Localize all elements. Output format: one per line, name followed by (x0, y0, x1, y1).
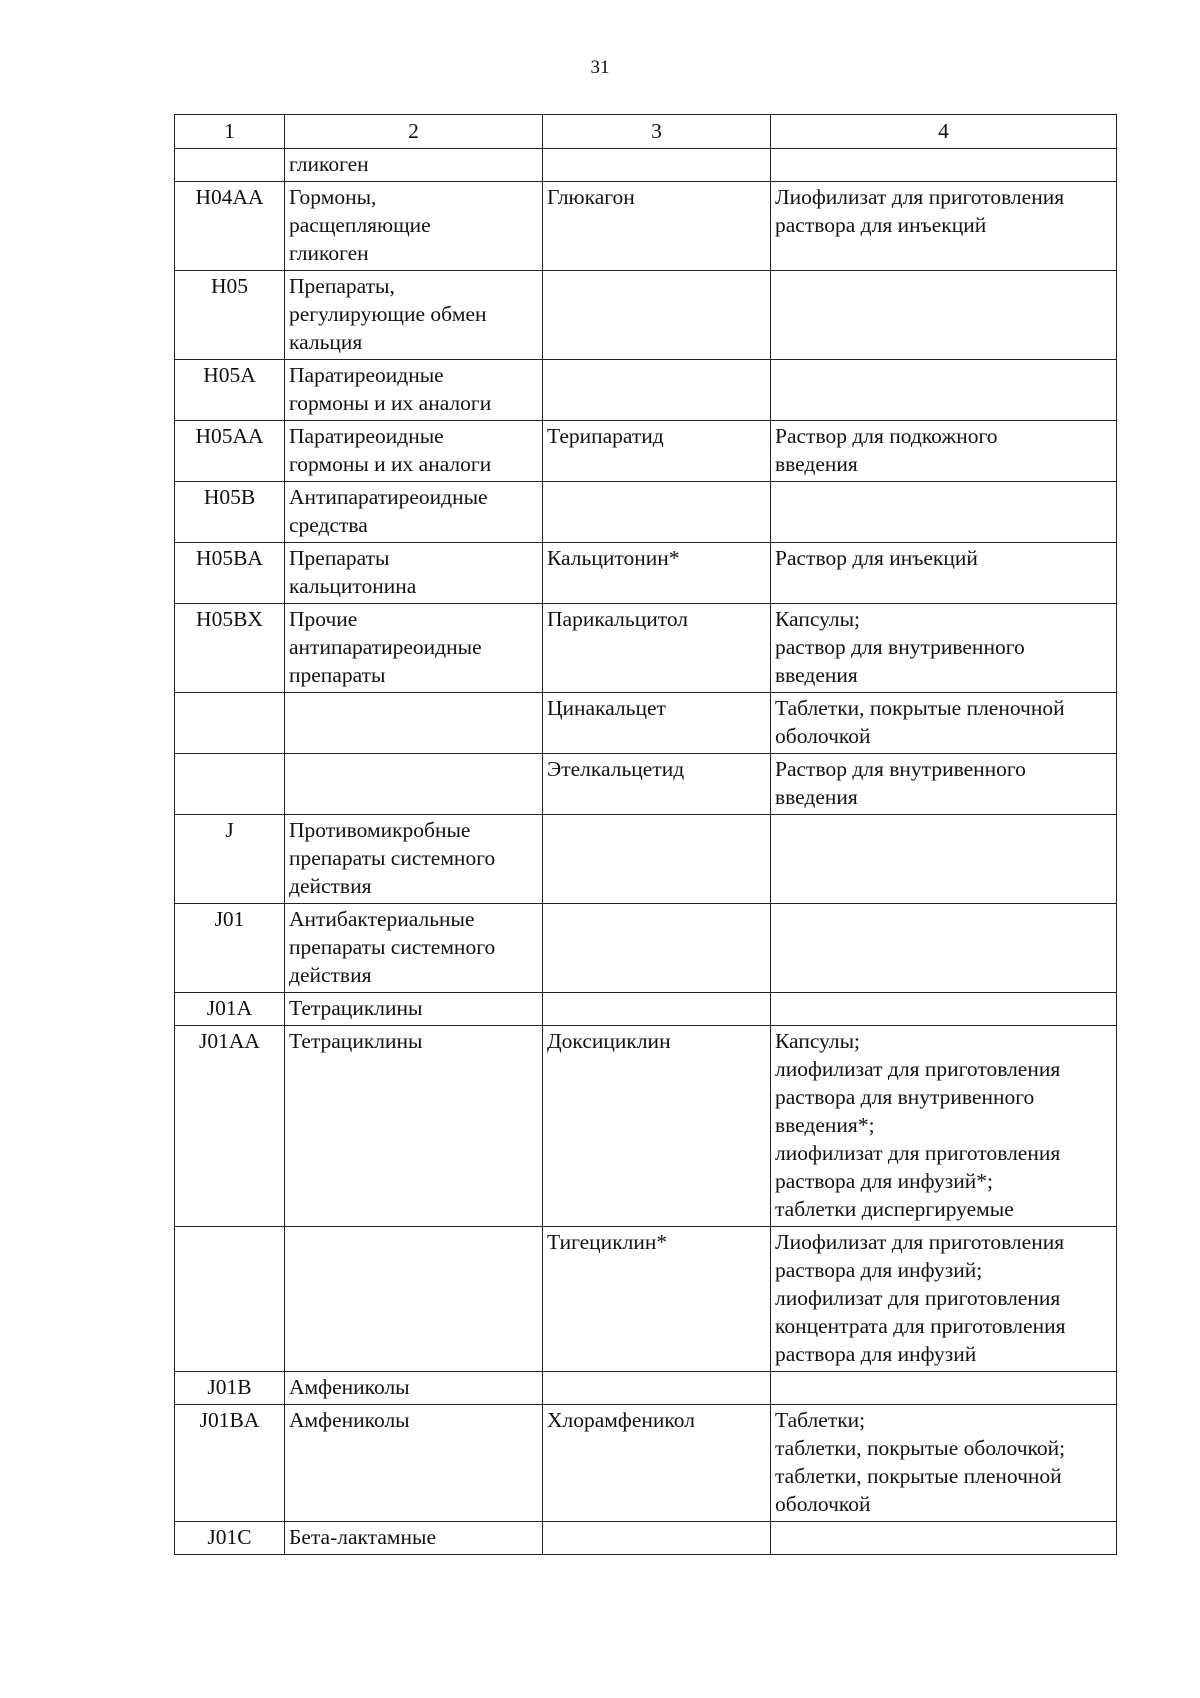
table-row (175, 543, 1117, 604)
drug-name-cell (543, 754, 771, 815)
dosage-form-line: оболочкой (775, 724, 871, 748)
group-name-line: Препараты, (289, 274, 395, 298)
table-row (175, 182, 1117, 271)
drug-name-cell (543, 1227, 771, 1372)
atc-code-cell: J01AA (175, 1026, 285, 1227)
drug-name-line: Глюкагон (547, 185, 635, 209)
group-name-cell (285, 482, 543, 543)
table-row (175, 149, 1117, 182)
drug-name-cell (543, 1405, 771, 1522)
table-header-row (175, 115, 1117, 149)
group-name-line: препараты (289, 663, 386, 687)
atc-code-cell: H05BA (175, 543, 285, 604)
dosage-form-line: раствора для инфузий*; (775, 1169, 993, 1193)
table-row (175, 693, 1117, 754)
drug-name-cell (543, 421, 771, 482)
drug-name-cell (543, 1522, 771, 1555)
group-name-line: средства (289, 513, 368, 537)
group-name-cell (285, 360, 543, 421)
drug-name-cell (543, 1372, 771, 1405)
dosage-form-cell (771, 904, 1117, 993)
table-row (175, 1227, 1117, 1372)
dosage-form-line: Капсулы; (775, 1029, 861, 1053)
dosage-form-line: Таблетки; (775, 1408, 866, 1432)
dosage-form-cell (771, 360, 1117, 421)
dosage-form-cell (771, 1522, 1117, 1555)
dosage-form-cell (771, 815, 1117, 904)
dosage-form-cell (771, 421, 1117, 482)
atc-code-cell: J01BA (175, 1405, 285, 1522)
table-row (175, 482, 1117, 543)
group-name-line: регулирующие обмен (289, 302, 487, 326)
dosage-form-line: введения (775, 663, 858, 687)
header-cell: 3 (543, 115, 771, 149)
group-name-line: кальция (289, 330, 363, 354)
group-name-cell (285, 993, 543, 1026)
dosage-form-line: раствора для внутривенного (775, 1085, 1035, 1109)
group-name-line: Прочие (289, 607, 358, 631)
group-name-line: препараты системного (289, 935, 496, 959)
drug-name-line: Цинакальцет (547, 696, 666, 720)
atc-code-cell: H05BX (175, 604, 285, 693)
group-name-line: препараты системного (289, 846, 496, 870)
atc-code-cell: H05AA (175, 421, 285, 482)
table-row (175, 993, 1117, 1026)
table-row (175, 754, 1117, 815)
group-name-cell (285, 421, 543, 482)
group-name-cell (285, 149, 543, 182)
header-cell: 2 (285, 115, 543, 149)
table-body (175, 115, 1117, 1555)
dosage-form-line: лиофилизат для приготовления (775, 1141, 1061, 1165)
group-name-line: действия (289, 874, 372, 898)
dosage-form-line: лиофилизат для приготовления (775, 1286, 1061, 1310)
header-cell: 4 (771, 115, 1117, 149)
atc-code-cell (175, 754, 285, 815)
dosage-form-line: раствора для инфузий; (775, 1258, 983, 1282)
group-name-line: действия (289, 963, 372, 987)
table-row (175, 604, 1117, 693)
dosage-form-cell (771, 993, 1117, 1026)
atc-code-cell (175, 1227, 285, 1372)
drug-name-cell (543, 482, 771, 543)
header-cell: 1 (175, 115, 285, 149)
group-name-line: кальцитонина (289, 574, 417, 598)
dosage-form-cell (771, 182, 1117, 271)
dosage-form-line: Раствор для инъекций (775, 546, 978, 570)
table-row (175, 360, 1117, 421)
atc-code-cell: J01B (175, 1372, 285, 1405)
group-name-line: Паратиреоидные (289, 363, 444, 387)
dosage-form-cell (771, 1405, 1117, 1522)
group-name-line: Тетрациклины (289, 1029, 423, 1053)
drug-name-line: Терипаратид (547, 424, 664, 448)
dosage-form-cell (771, 693, 1117, 754)
group-name-cell (285, 1405, 543, 1522)
dosage-form-cell (771, 754, 1117, 815)
dosage-form-cell (771, 1227, 1117, 1372)
group-name-line: Антибактериальные (289, 907, 475, 931)
dosage-form-cell (771, 543, 1117, 604)
dosage-form-cell (771, 149, 1117, 182)
atc-code-cell: J (175, 815, 285, 904)
group-name-cell (285, 604, 543, 693)
atc-code-cell: J01C (175, 1522, 285, 1555)
group-name-cell (285, 904, 543, 993)
table-row (175, 421, 1117, 482)
drug-name-cell (543, 182, 771, 271)
drug-name-line: Доксициклин (547, 1029, 671, 1053)
dosage-form-line: Раствор для внутривенного (775, 757, 1026, 781)
dosage-form-line: введения (775, 452, 858, 476)
drug-name-cell (543, 543, 771, 604)
dosage-form-line: Капсулы; (775, 607, 861, 631)
group-name-line: Тетрациклины (289, 996, 423, 1020)
dosage-form-line: Лиофилизат для приготовления (775, 1230, 1065, 1254)
drug-name-cell (543, 604, 771, 693)
dosage-form-line: введения*; (775, 1113, 875, 1137)
group-name-line: Гормоны, (289, 185, 377, 209)
group-name-line: Амфениколы (289, 1375, 410, 1399)
group-name-cell (285, 1026, 543, 1227)
dosage-form-line: раствор для внутривенного (775, 635, 1025, 659)
drug-name-cell (543, 693, 771, 754)
atc-code-cell (175, 149, 285, 182)
drug-name-cell (543, 815, 771, 904)
drug-name-line: Этелкальцетид (547, 757, 685, 781)
atc-code-cell (175, 693, 285, 754)
dosage-form-line: лиофилизат для приготовления (775, 1057, 1061, 1081)
group-name-cell (285, 754, 543, 815)
group-name-cell (285, 1522, 543, 1555)
dosage-form-line: концентрата для приготовления (775, 1314, 1066, 1338)
table-row (175, 1372, 1117, 1405)
group-name-line: антипаратиреоидные (289, 635, 482, 659)
atc-code-cell: H05B (175, 482, 285, 543)
dosage-form-line: Лиофилизат для приготовления (775, 185, 1065, 209)
drug-name-cell (543, 271, 771, 360)
dosage-form-cell (771, 1372, 1117, 1405)
drug-name-cell (543, 993, 771, 1026)
drug-name-line: Кальцитонин* (547, 546, 680, 570)
drug-name-line: Хлорамфеникол (547, 1408, 695, 1432)
table-row (175, 904, 1117, 993)
group-name-cell (285, 815, 543, 904)
group-name-line: гликоген (289, 241, 369, 265)
dosage-form-line: Таблетки, покрытые пленочной (775, 696, 1065, 720)
page-number: 31 (590, 57, 610, 78)
group-name-cell (285, 543, 543, 604)
dosage-form-line: раствора для инъекций (775, 213, 987, 237)
dosage-form-cell (771, 604, 1117, 693)
group-name-line: расщепляющие (289, 213, 431, 237)
drug-name-cell (543, 149, 771, 182)
drug-name-line: Тигециклин* (547, 1230, 668, 1254)
dosage-form-line: раствора для инфузий (775, 1342, 977, 1366)
dosage-form-cell (771, 482, 1117, 543)
table-row (175, 1522, 1117, 1555)
atc-code-cell: J01 (175, 904, 285, 993)
group-name-cell (285, 182, 543, 271)
drug-name-cell (543, 904, 771, 993)
group-name-line: гормоны и их аналоги (289, 452, 492, 476)
group-name-line: Бета-лактамные (289, 1525, 436, 1549)
group-name-line: Антипаратиреоидные (289, 485, 488, 509)
group-name-line: гликоген (289, 152, 369, 176)
table-row (175, 271, 1117, 360)
dosage-form-line: введения (775, 785, 858, 809)
dosage-form-cell (771, 1026, 1117, 1227)
table-row (175, 1026, 1117, 1227)
drug-name-line: Парикальцитол (547, 607, 689, 631)
group-name-line: Паратиреоидные (289, 424, 444, 448)
dosage-form-line: таблетки, покрытые пленочной (775, 1464, 1062, 1488)
drug-name-cell (543, 1026, 771, 1227)
group-name-line: гормоны и их аналоги (289, 391, 492, 415)
group-name-line: Амфениколы (289, 1408, 410, 1432)
medicines-table (174, 114, 1117, 1555)
drug-name-cell (543, 360, 771, 421)
group-name-cell (285, 1227, 543, 1372)
atc-code-cell: H04AA (175, 182, 285, 271)
atc-code-cell: H05 (175, 271, 285, 360)
table-row (175, 1405, 1117, 1522)
dosage-form-line: таблетки, покрытые оболочкой; (775, 1436, 1066, 1460)
atc-code-cell: J01A (175, 993, 285, 1026)
group-name-cell (285, 693, 543, 754)
group-name-line: Противомикробные (289, 818, 471, 842)
group-name-cell (285, 1372, 543, 1405)
group-name-line: Препараты (289, 546, 390, 570)
group-name-cell (285, 271, 543, 360)
dosage-form-line: таблетки диспергируемые (775, 1197, 1014, 1221)
table-row (175, 815, 1117, 904)
dosage-form-line: Раствор для подкожного (775, 424, 998, 448)
dosage-form-line: оболочкой (775, 1492, 871, 1516)
atc-code-cell: H05A (175, 360, 285, 421)
dosage-form-cell (771, 271, 1117, 360)
